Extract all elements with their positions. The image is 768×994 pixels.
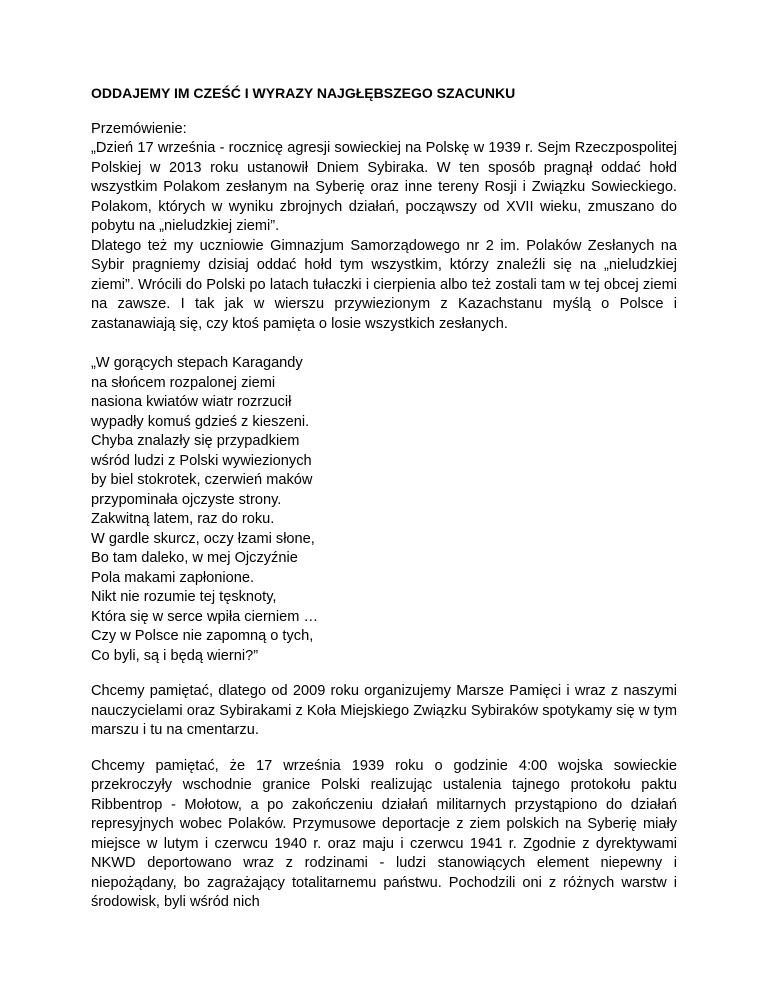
poem-line: nasiona kwiatów wiatr rozrzucił [91,394,292,410]
poem-line: „W gorących stepach Karagandy [91,355,303,371]
poem-line: na słońcem rozpalonej ziemi [91,374,276,391]
paragraph-marsze-pamieci: Chcemy pamiętać, dlatego od 2009 roku organizujemy Marsze Pamięci i wraz z naszymi nauczycielami oraz Sybirakami z Koła Miejskiego Związku Sybiraków spotykamy się w tym marszu i tu na cmentarzu. [91,683,677,738]
poem-line: Nikt nie rozumie tej tęsknoty, [91,589,277,605]
poem-line: Bo tam daleko, w mej Ojczyźnie [91,550,298,566]
poem-line: Pola makami zapłonione. [91,569,255,586]
poem-line: by biel stokrotek, czerwień maków [91,472,313,488]
poem-line: Która się w serce wpiła cierniem … [91,608,319,625]
poem-line: Zakwitną latem, raz do roku. [91,511,275,527]
poem-line: Co byli, są i będą wierni?” [91,647,259,664]
poem [91,354,677,666]
document-title: ODDAJEMY IM CZEŚĆ I WYRAZY NAJGŁĘBSZEGO SZACUNKU [91,85,516,101]
speech-paragraph: Dlatego też my uczniowie Gimnazjum Samorządowego nr 2 im. Polaków Zesłanych na Sybir pragniemy dzisiaj oddać hołd tym wszystkim, którzy znaleźli się na „nieludzkiej ziemi”. Wrócili do Polski po latach tułaczki i cierpienia albo też zostali tam w tej obcej ziemi na zawsze. I tak jak w wierszu przywiezionym z Kazachstanu myślą o Polsce i zastanawiają się, czy ktoś pamięta o losie wszystkich zesłanych. [91,237,677,332]
paragraph-1939-deportations: Chcemy pamiętać, że 17 września 1939 roku o godzinie 4:00 wojska sowieckie przekroczyły wschodnie granice Polski realizując ustalenia tajnego protokołu paktu Ribbentrop - Mołotow, a po zakończeniu działań militarnych przystąpiono do działań represyjnych wobec Polaków. Przymusowe deportacje z ziem polskich na Syberię miały miejsce w lutym i czerwcu 1940 r. oraz maju i czerwcu 1941 r. Zgodnie z dyrektywami NKWD deportowano wraz z rodzinami - ludzi stanowiących element niepewny i niepożądany, bo zagrażający totalitarnemu państwu. Pochodzili oni z różnych warstw i środowisk, byli wśród nich [91,757,677,910]
document-body [91,84,677,913]
speech-paragraph: „Dzień 17 września - rocznicę agresji sowieckiej na Polskę w 1939 r. Sejm Rzeczpospolitej Polskiej w 2013 roku ustanowił Dniem Sybiraka. W ten sposób pragnął oddać hołd wszystkim Polakom zesłanym na Syberię oraz inne tereny Rosji i Związku Sowieckiego. Polakom, których w wyniku zbrojnych działań, począwszy od XVII wieku, zmuszano do pobytu na „nieludzkiej ziemi”. [91,140,677,234]
poem-line: przypominała ojczyste strony. [91,491,282,508]
poem-line: wśród ludzi z Polski wywiezionych [91,452,312,469]
speech-text [91,139,677,334]
poem-line: Chyba znalazły się przypadkiem [91,433,300,449]
speech-label: Przemówienie: [91,120,187,137]
poem-line: wypadły komuś gdzieś z kieszeni. [91,413,310,430]
poem-line: W gardle skurcz, oczy łzami słone, [91,530,315,547]
poem-line: Czy w Polsce nie zapomną o tych, [91,628,314,644]
